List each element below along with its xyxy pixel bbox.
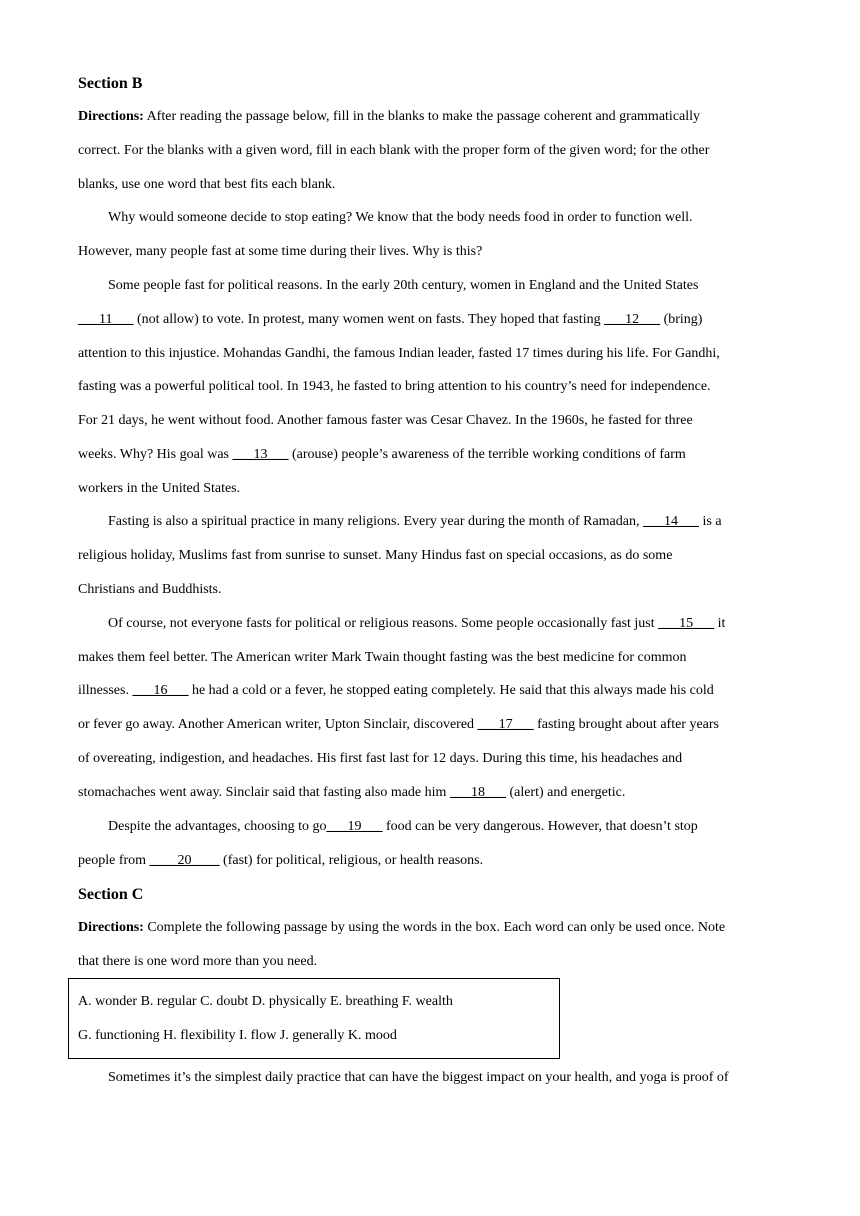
paragraph-4-line-5: of overeating, indigestion, and headaches. His first fast last for 12 days. During this time, his headaches and bbox=[78, 751, 683, 766]
paragraph-5-line-1: Despite the advantages, choosing to go___19___ food can be very dangerous. However, that doesn’t stop bbox=[108, 819, 698, 834]
blank-13[interactable]: ___13___ bbox=[232, 447, 289, 462]
paragraph-4-line-6: stomachaches went away. Sinclair said that fasting also made him ___18___ (alert) and energetic. bbox=[78, 785, 626, 800]
paragraph-4-line-1: Of course, not everyone fasts for political or religious reasons. Some people occasionally fast just ___15___ it bbox=[108, 616, 726, 631]
word-box-line-1: A. wonder B. regular C. doubt D. physically E. breathing F. wealth bbox=[78, 994, 453, 1009]
paragraph-2-line-3: attention to this injustice. Mohandas Gandhi, the famous Indian leader, fasted 17 times during his life. For Gandhi, bbox=[78, 346, 720, 361]
section-b-directions-line-2: correct. For the blanks with a given word, fill in each blank with the proper form of the given word; for the other bbox=[78, 143, 710, 158]
word-box bbox=[68, 978, 560, 1059]
blank-18[interactable]: ___18___ bbox=[449, 785, 506, 800]
blank-12[interactable]: ___12___ bbox=[604, 312, 661, 327]
paragraph-1-line-2: However, many people fast at some time during their lives. Why is this? bbox=[78, 244, 483, 259]
paragraph-4-line-2: makes them feel better. The American writer Mark Twain thought fasting was the best medicine for common bbox=[78, 650, 687, 665]
section-c-paragraph-1-line-1: Sometimes it’s the simplest daily practice that can have the biggest impact on your health, and yoga is proof of bbox=[108, 1070, 729, 1085]
paragraph-2-line-1: Some people fast for political reasons. In the early 20th century, women in England and the United States bbox=[108, 278, 699, 293]
paragraph-1-line-1: Why would someone decide to stop eating? We know that the body needs food in order to function well. bbox=[108, 210, 693, 225]
blank-16[interactable]: ___16___ bbox=[132, 683, 189, 698]
word-box-line-2: G. functioning H. flexibility I. flow J. generally K. mood bbox=[78, 1028, 397, 1043]
section-c-directions-line-1: Directions: Complete the following passage by using the words in the box. Each word can only be used once. Note bbox=[78, 920, 726, 935]
section-c-directions-line-2: that there is one word more than you need. bbox=[78, 954, 318, 969]
paragraph-4-line-4: or fever go away. Another American writer, Upton Sinclair, discovered ___17___ fasting brought about after years bbox=[78, 717, 720, 732]
paragraph-3-line-3: Christians and Buddhists. bbox=[78, 582, 222, 597]
paragraph-3-line-2: religious holiday, Muslims fast from sunrise to sunset. Many Hindus fast on special occasions, as do some bbox=[78, 548, 673, 563]
section-b-directions-line-1: Directions: After reading the passage below, fill in the blanks to make the passage coherent and grammatically bbox=[78, 109, 701, 124]
paragraph-5-line-2: people from ____20____ (fast) for political, religious, or health reasons. bbox=[78, 853, 484, 868]
paragraph-2-line-2: ___11___ (not allow) to vote. In protest, many women went on fasts. They hoped that fasting ___12___ (bring) bbox=[78, 312, 703, 327]
section-b-directions-line-3: blanks, use one word that best fits each blank. bbox=[78, 177, 336, 192]
section-c-heading: Section C bbox=[78, 886, 144, 903]
paragraph-2-line-6: weeks. Why? His goal was ___13___ (arouse) people’s awareness of the terrible working conditions of farm bbox=[78, 447, 686, 462]
blank-15[interactable]: ___15___ bbox=[658, 616, 715, 631]
paragraph-2-line-7: workers in the United States. bbox=[78, 481, 241, 496]
paragraph-2-line-4: fasting was a powerful political tool. In 1943, he fasted to bring attention to his country’s need for independence. bbox=[78, 379, 711, 394]
directions-label: Directions: bbox=[78, 109, 144, 124]
section-b-heading: Section B bbox=[78, 75, 143, 92]
paragraph-4-line-3: illnesses. ___16___ he had a cold or a fever, he stopped eating completely. He said that this always made his cold bbox=[78, 683, 714, 698]
blank-19[interactable]: ___19___ bbox=[326, 819, 383, 834]
directions-label: Directions: bbox=[78, 920, 144, 935]
blank-20[interactable]: ____20____ bbox=[149, 853, 220, 868]
blank-14[interactable]: ___14___ bbox=[642, 514, 699, 529]
blank-11[interactable]: ___11___ bbox=[78, 312, 134, 327]
blank-17[interactable]: ___17___ bbox=[477, 717, 534, 732]
paragraph-3-line-1: Fasting is also a spiritual practice in many religions. Every year during the month of Ramadan, ___14___ is a bbox=[108, 514, 722, 529]
paragraph-2-line-5: For 21 days, he went without food. Another famous faster was Cesar Chavez. In the 1960s, he fasted for three bbox=[78, 413, 693, 428]
